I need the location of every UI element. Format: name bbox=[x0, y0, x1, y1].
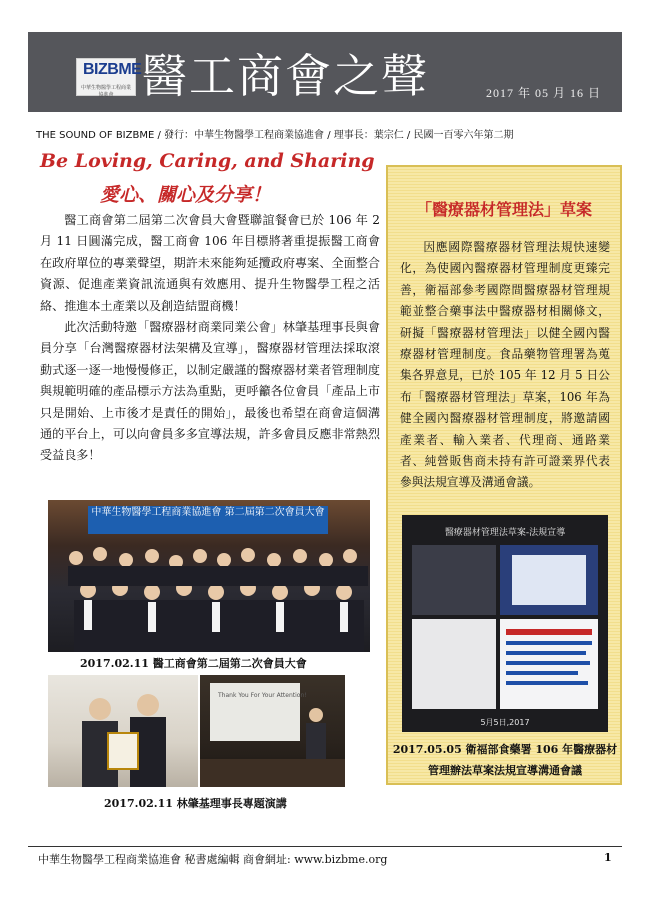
headline-chinese: 愛心、關心及分享！ bbox=[100, 184, 272, 206]
group-photo bbox=[48, 500, 370, 652]
lecture-scene bbox=[200, 675, 345, 787]
sidebar-paragraph: 因應國際醫療器材管理法規快速變化，為使國內醫療器材管理制度更臻完善，衛福部參考國際間醫療器材管理規範並整合藥事法中醫療器材相關條文，研擬「醫療器材管理法」以健全國內醫療器材管理制度。食品藥物管理署為蒐集各界意見，已於 105 年 12 月 5 日公布「醫療器材管理法」草案，106 年為健全國內醫療器材管理制度，將邀請國產業者、輸入業者、代理商、通路業者、純營販售商未持有許可證業界代表參與法規宣導及溝通會議。 bbox=[400, 240, 610, 490]
newsletter-title: 醫工商會之聲 bbox=[141, 49, 429, 103]
masthead bbox=[28, 32, 622, 112]
award-figures bbox=[48, 675, 198, 787]
article-paragraph: 此次活動特邀「醫療器材商業同業公會」林肇基理事長與會員分享「台灣醫療器材法架構及宣導」，醫療器材管理法採取滾動式逐一逐一地慢慢修正，以制定嚴謹的醫療器材業者管理制度與規範明確的產品標示方法為重點，更呼籲各位會員「產品上市只是開始、上市後才是責任的開始」，最後也希望在商會這個溝通的平台上，可以向會員多多宣導法規，許多會員反應非常熱烈受益良多！ bbox=[40, 320, 380, 463]
event-banner: 中華生物醫學工程商業協進會 第二屆第二次會員大會 bbox=[88, 506, 328, 534]
collage-images bbox=[402, 515, 608, 732]
publication-info: THE SOUND OF BIZBME / 發行：中華生物醫學工程商業協進會 / 理事長：葉宗仁 / 民國一百零六年第二期 bbox=[36, 130, 514, 141]
lecture-photo-caption: 2017.02.11 林肇基理事長專題演講 bbox=[104, 797, 287, 810]
issue-date: 2017 年 05 月 16 日 bbox=[486, 86, 602, 100]
sidebar-panel bbox=[386, 165, 622, 785]
collage-header: 醫療器材管理法草案-法規宣導 bbox=[444, 528, 566, 538]
page-number: 1 bbox=[604, 851, 612, 864]
award-photo bbox=[48, 675, 198, 787]
footer-text: 中華生物醫學工程商業協進會 秘書處編輯 商會網址: www.bizbme.org bbox=[38, 853, 388, 866]
seminar-collage bbox=[402, 515, 608, 732]
headline-english: Be Loving, Caring, and Sharing bbox=[40, 150, 375, 172]
logo-text: BIZBME bbox=[83, 61, 142, 78]
logo-subtitle: 中華生物醫學工程商業協進會 bbox=[80, 85, 131, 98]
seminar-caption: 2017.05.05 衛福部食藥署 106 年醫療器材管理辦法草案法規宣導溝通會議 bbox=[392, 743, 618, 777]
logo bbox=[76, 58, 142, 98]
article-paragraph: 醫工商會第二屆第二次會員大會暨聯誼餐會已於 106 年 2 月 11 日圓滿完成，醫工商會 106 年目標將著重提振醫工商會在政府單位的專業聲望，期許未來能夠延攬政府專案、全面整合資源、促進產業資訊流通與有效應用、提升生物醫學工程之活絡、推進本土產業以及創造結盟商機！ bbox=[40, 213, 380, 313]
attendees-figures bbox=[48, 500, 370, 652]
sidebar-title: 「醫療器材管理法」草案 bbox=[415, 200, 592, 219]
svg-text:Thank You For Your Attention!: Thank You For Your Attention! bbox=[218, 692, 307, 699]
sidebar-body bbox=[400, 237, 610, 494]
lecture-photo bbox=[200, 675, 345, 787]
group-photo-caption: 2017.02.11 醫工商會第二屆第二次會員大會 bbox=[80, 657, 307, 670]
footer-divider bbox=[28, 846, 622, 847]
collage-date: 5月5日,2017 bbox=[480, 718, 530, 727]
article-body bbox=[40, 210, 380, 467]
